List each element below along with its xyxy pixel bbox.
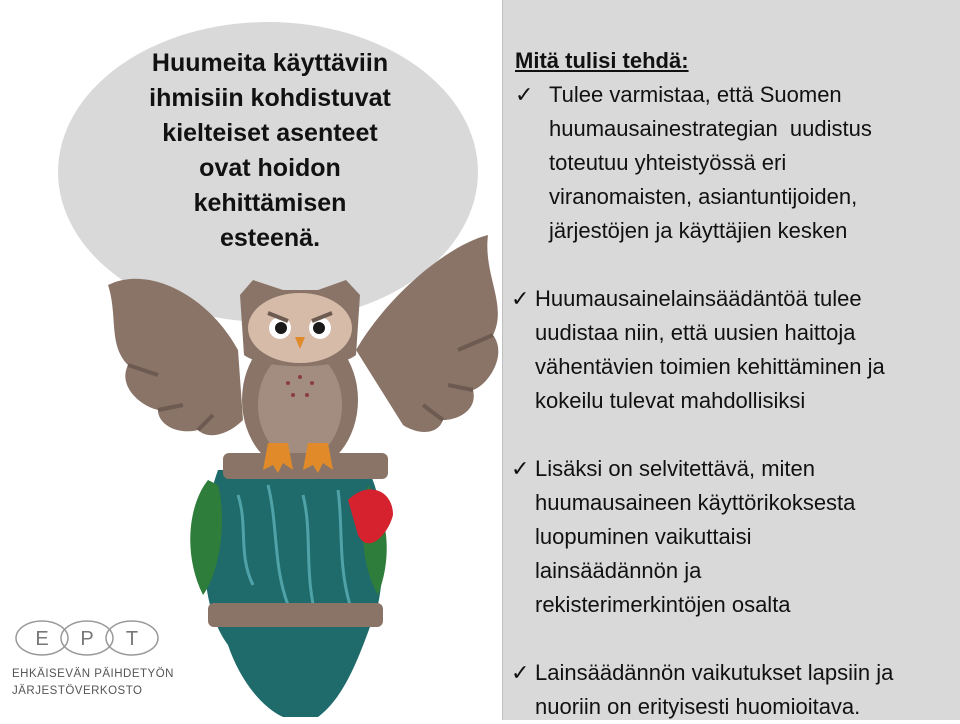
logo-letter-p: P [80, 628, 94, 650]
list-item [511, 282, 959, 418]
list-item [511, 452, 959, 622]
checkmark-icon: ✓ [511, 286, 530, 311]
ept-logo-mark [12, 616, 162, 664]
item-line: rekisterimerkintöjen osalta [535, 592, 791, 617]
logo-letter-e: E [35, 628, 49, 650]
item-line: nuoriin on erityisesti huomioitava. [535, 694, 861, 719]
item-line: Lisäksi on selvitettävä, miten [535, 456, 816, 481]
item-line: uudistaa niin, että uusien haittoja [535, 320, 856, 345]
list-item [511, 656, 959, 724]
bubble-line: Huumeita käyttäviin [151, 49, 389, 77]
item-line: huumausainestrategian uudistus [549, 116, 872, 141]
checkmark-icon: ✓ [511, 660, 530, 685]
checkmark-icon: ✓ [515, 82, 534, 107]
list-item [511, 78, 959, 248]
ept-logo [12, 616, 172, 706]
item-line: viranomaisten, asiantuntijoiden, [549, 184, 858, 209]
item-line: kokeilu tulevat mahdollisiksi [535, 388, 806, 413]
logo-line1: EHKÄISEVÄN PÄIHDETYÖN [12, 668, 174, 680]
bubble-text [120, 46, 420, 256]
item-line: järjestöjen ja käyttäjien kesken [549, 218, 848, 243]
bubble-line: esteenä. [219, 224, 321, 252]
bubble-line: ihmisiin kohdistuvat [149, 84, 391, 112]
logo-line2: JÄRJESTÖVERKOSTO [12, 685, 143, 697]
item-line: lainsäädännön ja [535, 558, 702, 583]
item-line: huumausaineen käyttörikoksesta [535, 490, 856, 515]
item-line: Huumausainelainsäädäntöä tulee [535, 286, 862, 311]
panel-heading: Mitä tulisi tehdä: [515, 48, 689, 73]
bubble-line: kehittämisen [193, 189, 347, 217]
item-line: toteutuu yhteistyössä eri [549, 150, 787, 175]
item-line: vähentävien toimien kehittäminen ja [535, 354, 885, 379]
logo-letter-t: T [125, 628, 139, 650]
item-line: luopuminen vaikuttaisi [535, 524, 752, 549]
item-line: Tulee varmistaa, että Suomen [549, 82, 842, 107]
right-panel [502, 0, 960, 720]
item-line: Lainsäädännön vaikutukset lapsiin ja [535, 660, 894, 685]
bubble-line: kielteiset asenteet [162, 119, 378, 147]
bubble-line: ovat hoidon [199, 154, 341, 182]
checkmark-icon: ✓ [511, 456, 530, 481]
action-list [511, 44, 959, 724]
